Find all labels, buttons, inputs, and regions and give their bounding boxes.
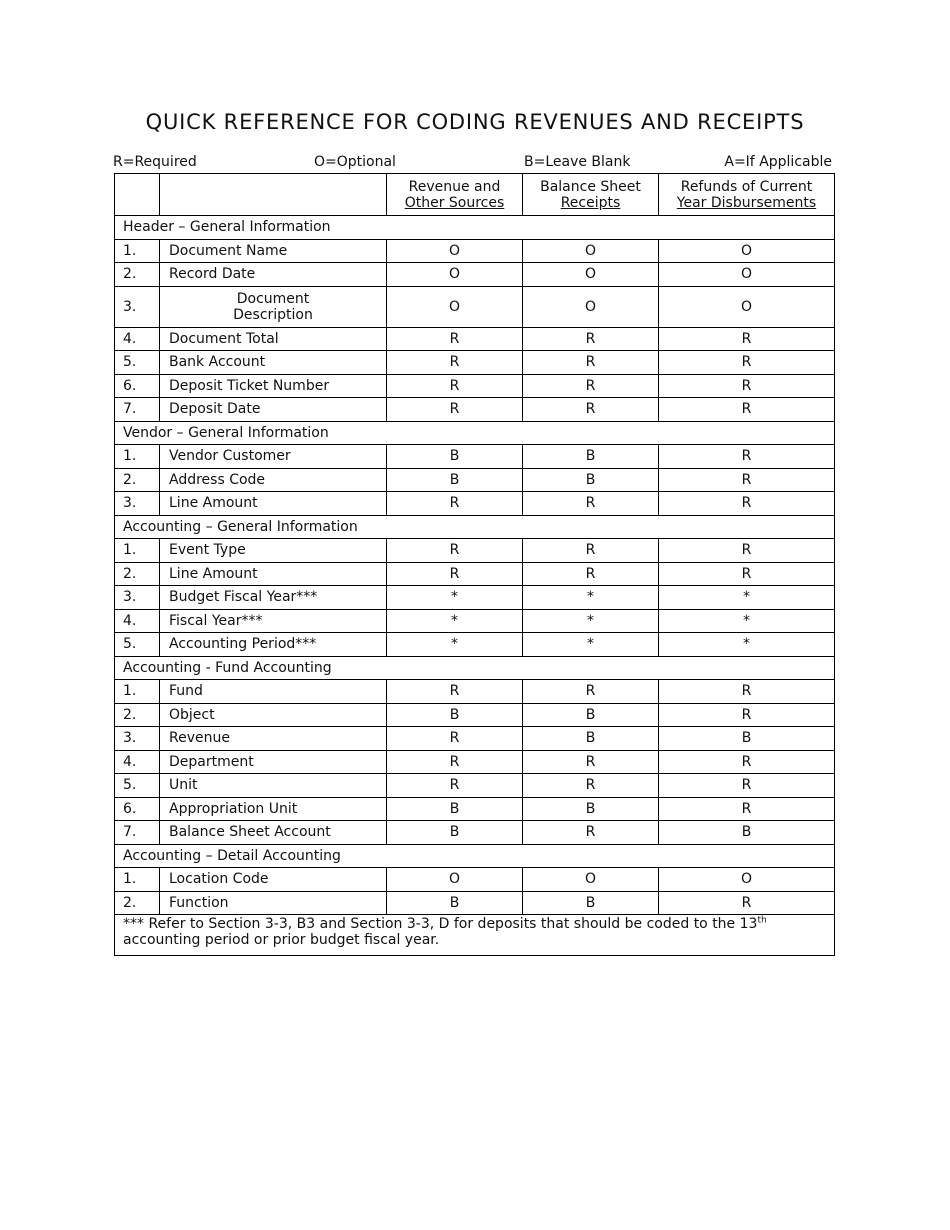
column-header-line1: Refunds of Current	[680, 178, 813, 195]
row-item: Accounting Period***	[160, 633, 387, 657]
row-item: Document Name	[160, 239, 387, 263]
table-row	[115, 868, 835, 892]
footnote-text-continued: accounting period or prior budget fiscal year.	[123, 932, 440, 948]
row-number: 3.	[115, 586, 160, 610]
value-revenue: R	[387, 727, 523, 751]
value-balance-sheet: O	[523, 263, 659, 287]
table-row	[115, 609, 835, 633]
value-refunds: R	[659, 891, 835, 915]
value-balance-sheet: B	[523, 891, 659, 915]
row-number: 3.	[115, 286, 160, 327]
row-item: Event Type	[160, 539, 387, 563]
row-item: Deposit Date	[160, 398, 387, 422]
legend-leave-blank: B=Leave Blank	[524, 154, 631, 170]
row-number: 1.	[115, 539, 160, 563]
row-item: Line Amount	[160, 562, 387, 586]
table-row	[115, 286, 835, 327]
row-item: Fund	[160, 680, 387, 704]
row-item: Fiscal Year***	[160, 609, 387, 633]
row-item: Bank Account	[160, 351, 387, 375]
value-refunds: O	[659, 239, 835, 263]
row-number: 3.	[115, 492, 160, 516]
value-revenue: *	[387, 586, 523, 610]
value-revenue: O	[387, 239, 523, 263]
section-title: Accounting – Detail Accounting	[115, 844, 835, 868]
page-title: QUICK REFERENCE FOR CODING REVENUES AND RECEIPTS	[145, 110, 805, 134]
legend	[113, 154, 832, 172]
table-row	[115, 797, 835, 821]
value-balance-sheet: R	[523, 351, 659, 375]
value-revenue: B	[387, 703, 523, 727]
value-refunds: *	[659, 633, 835, 657]
row-item-line2: Description	[233, 306, 313, 323]
section-header-row	[115, 656, 835, 680]
value-refunds: R	[659, 468, 835, 492]
column-header-line2: Other Sources	[404, 194, 505, 211]
value-refunds: R	[659, 562, 835, 586]
value-refunds: *	[659, 609, 835, 633]
value-refunds: R	[659, 797, 835, 821]
row-number: 7.	[115, 821, 160, 845]
table-row	[115, 727, 835, 751]
row-number: 4.	[115, 327, 160, 351]
value-balance-sheet: R	[523, 821, 659, 845]
column-header-line2: Receipts	[560, 194, 621, 211]
row-item: Line Amount	[160, 492, 387, 516]
table-row	[115, 680, 835, 704]
row-number: 2.	[115, 891, 160, 915]
table-row	[115, 821, 835, 845]
row-number: 3.	[115, 727, 160, 751]
column-header-revenue	[387, 174, 523, 216]
value-revenue: B	[387, 821, 523, 845]
row-number: 5.	[115, 351, 160, 375]
value-revenue: R	[387, 680, 523, 704]
table-row	[115, 586, 835, 610]
value-balance-sheet: R	[523, 750, 659, 774]
value-revenue: R	[387, 398, 523, 422]
value-balance-sheet: B	[523, 797, 659, 821]
coding-reference-table	[114, 173, 835, 956]
value-balance-sheet: *	[523, 586, 659, 610]
section-title: Header – General Information	[115, 216, 835, 240]
table-row	[115, 750, 835, 774]
row-number: 2.	[115, 263, 160, 287]
column-header-line1: Revenue and	[408, 178, 501, 195]
row-item: Record Date	[160, 263, 387, 287]
table-row	[115, 633, 835, 657]
row-item: Vendor Customer	[160, 445, 387, 469]
value-balance-sheet: R	[523, 398, 659, 422]
row-number: 1.	[115, 868, 160, 892]
value-refunds: R	[659, 680, 835, 704]
value-balance-sheet: R	[523, 327, 659, 351]
value-balance-sheet: O	[523, 868, 659, 892]
table-row	[115, 239, 835, 263]
row-number: 1.	[115, 680, 160, 704]
value-balance-sheet: *	[523, 633, 659, 657]
value-revenue: R	[387, 562, 523, 586]
value-revenue: R	[387, 774, 523, 798]
table-row	[115, 703, 835, 727]
value-revenue: B	[387, 797, 523, 821]
table-row	[115, 327, 835, 351]
value-revenue: *	[387, 609, 523, 633]
value-balance-sheet: R	[523, 492, 659, 516]
value-revenue: B	[387, 468, 523, 492]
value-balance-sheet: B	[523, 727, 659, 751]
table-row	[115, 398, 835, 422]
row-item: Document Total	[160, 327, 387, 351]
value-refunds: R	[659, 492, 835, 516]
column-header-refunds	[659, 174, 835, 216]
row-number: 2.	[115, 562, 160, 586]
value-revenue: R	[387, 539, 523, 563]
row-number: 6.	[115, 374, 160, 398]
value-balance-sheet: R	[523, 774, 659, 798]
value-revenue: O	[387, 286, 523, 327]
row-item: Budget Fiscal Year***	[160, 586, 387, 610]
value-refunds: R	[659, 351, 835, 375]
section-header-row	[115, 216, 835, 240]
row-item: Deposit Ticket Number	[160, 374, 387, 398]
section-title: Accounting - Fund Accounting	[115, 656, 835, 680]
footnote-row	[115, 915, 835, 956]
row-number: 7.	[115, 398, 160, 422]
value-revenue: R	[387, 351, 523, 375]
value-balance-sheet: O	[523, 239, 659, 263]
table-row	[115, 891, 835, 915]
value-balance-sheet: B	[523, 445, 659, 469]
value-refunds: R	[659, 703, 835, 727]
row-number: 1.	[115, 239, 160, 263]
table-row	[115, 539, 835, 563]
table-row	[115, 562, 835, 586]
value-refunds: O	[659, 263, 835, 287]
column-header-balance-sheet	[523, 174, 659, 216]
value-refunds: *	[659, 586, 835, 610]
footnote	[115, 915, 835, 956]
value-balance-sheet: R	[523, 539, 659, 563]
row-number: 4.	[115, 750, 160, 774]
section-header-row	[115, 421, 835, 445]
table-row	[115, 468, 835, 492]
section-title: Vendor – General Information	[115, 421, 835, 445]
column-header-line1: Balance Sheet	[540, 178, 641, 195]
value-refunds: R	[659, 445, 835, 469]
value-balance-sheet: R	[523, 680, 659, 704]
row-item: Object	[160, 703, 387, 727]
table-row	[115, 374, 835, 398]
footnote-text: *** Refer to Section 3-3, B3 and Section 3-3, D for deposits that should be coded to the 13	[123, 916, 758, 932]
row-item-line1: Document	[236, 290, 310, 307]
value-revenue: R	[387, 374, 523, 398]
value-revenue: B	[387, 445, 523, 469]
value-refunds: R	[659, 750, 835, 774]
row-number: 5.	[115, 774, 160, 798]
value-refunds: B	[659, 727, 835, 751]
value-revenue: B	[387, 891, 523, 915]
table-row	[115, 263, 835, 287]
row-item: Appropriation Unit	[160, 797, 387, 821]
legend-required: R=Required	[113, 154, 197, 170]
value-revenue: *	[387, 633, 523, 657]
row-number: 2.	[115, 468, 160, 492]
footnote-superscript: th	[757, 915, 767, 926]
value-refunds: R	[659, 398, 835, 422]
legend-if-applicable: A=If Applicable	[724, 154, 832, 170]
table-row	[115, 351, 835, 375]
column-header-row	[115, 174, 835, 216]
value-balance-sheet: B	[523, 703, 659, 727]
value-refunds: B	[659, 821, 835, 845]
value-balance-sheet: R	[523, 562, 659, 586]
section-title: Accounting – General Information	[115, 515, 835, 539]
row-number: 4.	[115, 609, 160, 633]
row-item: Revenue	[160, 727, 387, 751]
value-revenue: O	[387, 263, 523, 287]
value-revenue: R	[387, 750, 523, 774]
value-revenue: O	[387, 868, 523, 892]
value-refunds: O	[659, 868, 835, 892]
row-item: Unit	[160, 774, 387, 798]
row-item	[160, 286, 387, 327]
value-refunds: R	[659, 774, 835, 798]
row-number: 5.	[115, 633, 160, 657]
row-item: Function	[160, 891, 387, 915]
value-balance-sheet: R	[523, 374, 659, 398]
row-item: Balance Sheet Account	[160, 821, 387, 845]
value-balance-sheet: O	[523, 286, 659, 327]
value-refunds: R	[659, 327, 835, 351]
table-row	[115, 774, 835, 798]
section-header-row	[115, 515, 835, 539]
header-blank-item	[160, 174, 387, 216]
header-blank-num	[115, 174, 160, 216]
value-refunds: R	[659, 374, 835, 398]
column-header-line2: Year Disbursements	[676, 194, 817, 211]
row-item: Department	[160, 750, 387, 774]
value-refunds: O	[659, 286, 835, 327]
row-number: 6.	[115, 797, 160, 821]
table-row	[115, 445, 835, 469]
row-number: 1.	[115, 445, 160, 469]
value-balance-sheet: B	[523, 468, 659, 492]
row-item: Address Code	[160, 468, 387, 492]
table-row	[115, 492, 835, 516]
row-item: Location Code	[160, 868, 387, 892]
section-header-row	[115, 844, 835, 868]
value-revenue: R	[387, 327, 523, 351]
value-balance-sheet: *	[523, 609, 659, 633]
row-number: 2.	[115, 703, 160, 727]
legend-optional: O=Optional	[314, 154, 396, 170]
value-revenue: R	[387, 492, 523, 516]
value-refunds: R	[659, 539, 835, 563]
